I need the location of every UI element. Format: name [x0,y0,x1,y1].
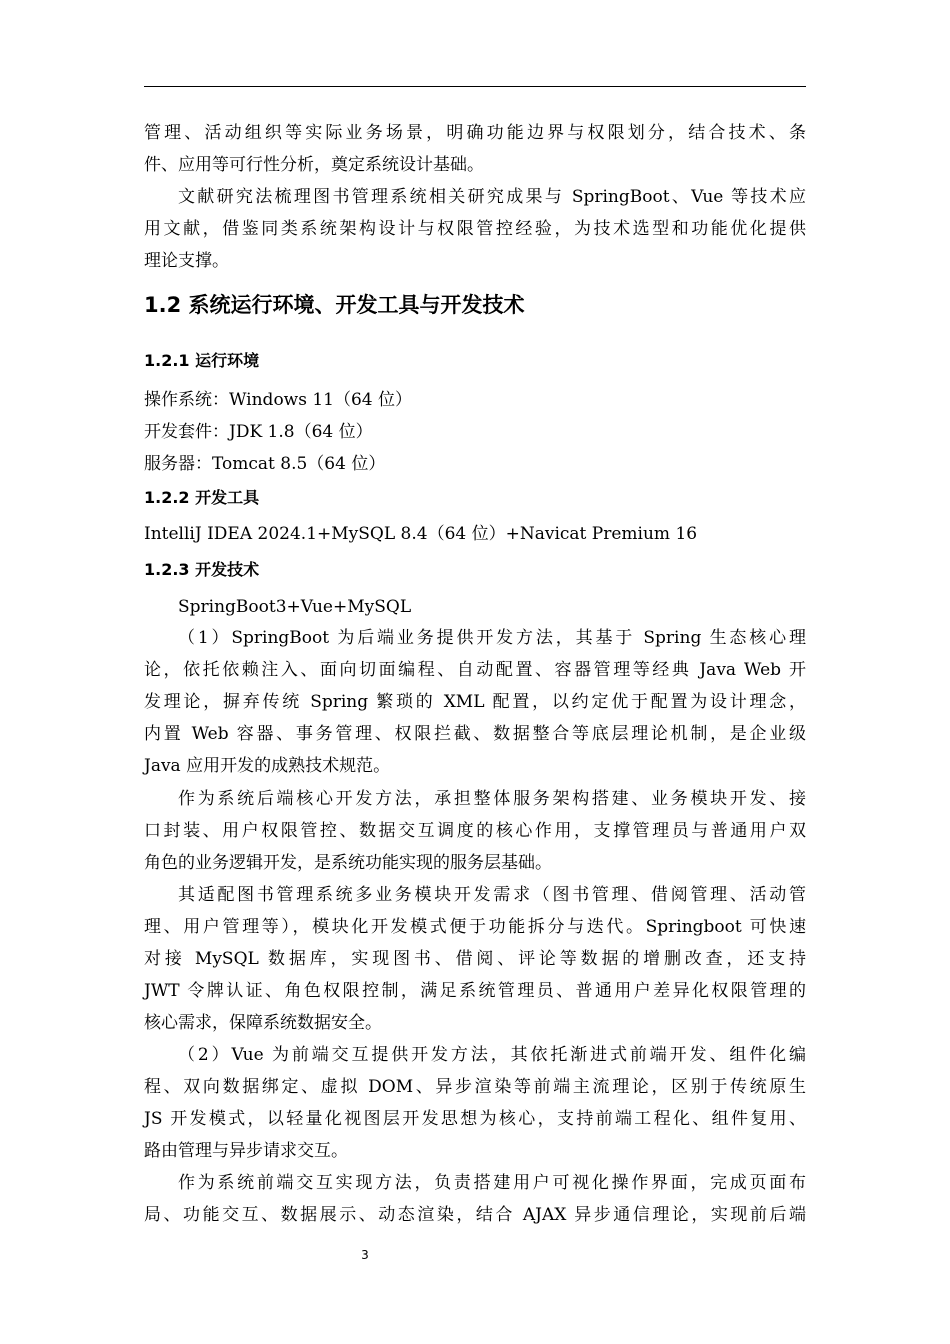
env-line: 操作系统：Windows 11（64 位） [144,390,413,410]
paragraph-line: 论，依托依赖注入、面向切面编程、自动配置、容器管理等经典 Java Web 开 [144,660,806,680]
tools-line: IntelliJ IDEA 2024.1+MySQL 8.4（64 位）+Navicat Premium 16 [144,524,698,544]
paragraph-line: 理、用户管理等），模块化开发模式便于功能拆分与迭代。Springboot 可快速 [144,917,806,937]
paragraph-line: 内置 Web 容器、事务管理、权限拦截、数据整合等底层理论机制，是企业级 [144,724,806,744]
section-heading-1-2: 1.2 系统运行环境、开发工具与开发技术 [144,293,525,317]
paragraph-line: JS 开发模式，以轻量化视图层开发思想为核心，支持前端工程化、组件复用、 [144,1109,806,1129]
paragraph-line: 其适配图书管理系统多业务模块开发需求（图书管理、借阅管理、活动管 [178,885,806,905]
stack-line: SpringBoot3+Vue+MySQL [178,597,412,617]
paragraph-line: 核心需求，保障系统数据安全。 [144,1013,382,1033]
paragraph-line: 文献研究法梳理图书管理系统相关研究成果与 SpringBoot、Vue 等技术应 [178,187,806,207]
page-number: 3 [361,1248,369,1262]
paragraph-line: 角色的业务逻辑开发，是系统功能实现的服务层基础。 [144,853,552,873]
header-rule [144,86,806,87]
paragraph-line: 理论支撑。 [144,251,229,271]
paragraph-line: 作为系统后端核心开发方法，承担整体服务架构搭建、业务模块开发、接 [178,789,806,809]
paragraph-line: （2）Vue 为前端交互提供开发方法，其依托渐进式前端开发、组件化编 [178,1045,806,1065]
paragraph-line: 发理论，摒弃传统 Spring 繁琐的 XML 配置，以约定优于配置为设计理念， [144,692,806,712]
env-line: 服务器：Tomcat 8.5（64 位） [144,454,386,474]
env-line: 开发套件：JDK 1.8（64 位） [144,422,373,442]
paragraph-line: JWT 令牌认证、角色权限控制，满足系统管理员、普通用户差异化权限管理的 [144,981,806,1001]
paragraph-line: 口封装、用户权限管控、数据交互调度的核心作用，支撑管理员与普通用户双 [144,821,806,841]
paragraph-line: 局、功能交互、数据展示、动态渲染，结合 AJAX 异步通信理论，实现前后端 [144,1205,806,1225]
paragraph-line: 程、双向数据绑定、虚拟 DOM、异步渲染等前端主流理论，区别于传统原生 [144,1077,806,1097]
paragraph-line: 件、应用等可行性分析，奠定系统设计基础。 [144,155,484,175]
subsection-heading-1-2-3: 1.2.3 开发技术 [144,560,260,579]
subsection-heading-1-2-2: 1.2.2 开发工具 [144,488,260,507]
paragraph-line: Java 应用开发的成熟技术规范。 [144,756,391,776]
paragraph-line: 路由管理与异步请求交互。 [144,1141,348,1161]
paragraph-line: 管理、活动组织等实际业务场景，明确功能边界与权限划分，结合技术、条 [144,123,806,143]
paragraph-line: 作为系统前端交互实现方法，负责搭建用户可视化操作界面，完成页面布 [178,1173,806,1193]
paragraph-line: 对接 MySQL 数据库，实现图书、借阅、评论等数据的增删改查，还支持 [144,949,806,969]
paragraph-line: 用文献，借鉴同类系统架构设计与权限管控经验，为技术选型和功能优化提供 [144,219,806,239]
paragraph-line: （1）SpringBoot 为后端业务提供开发方法，其基于 Spring 生态核心理 [178,628,806,648]
subsection-heading-1-2-1: 1.2.1 运行环境 [144,351,260,370]
